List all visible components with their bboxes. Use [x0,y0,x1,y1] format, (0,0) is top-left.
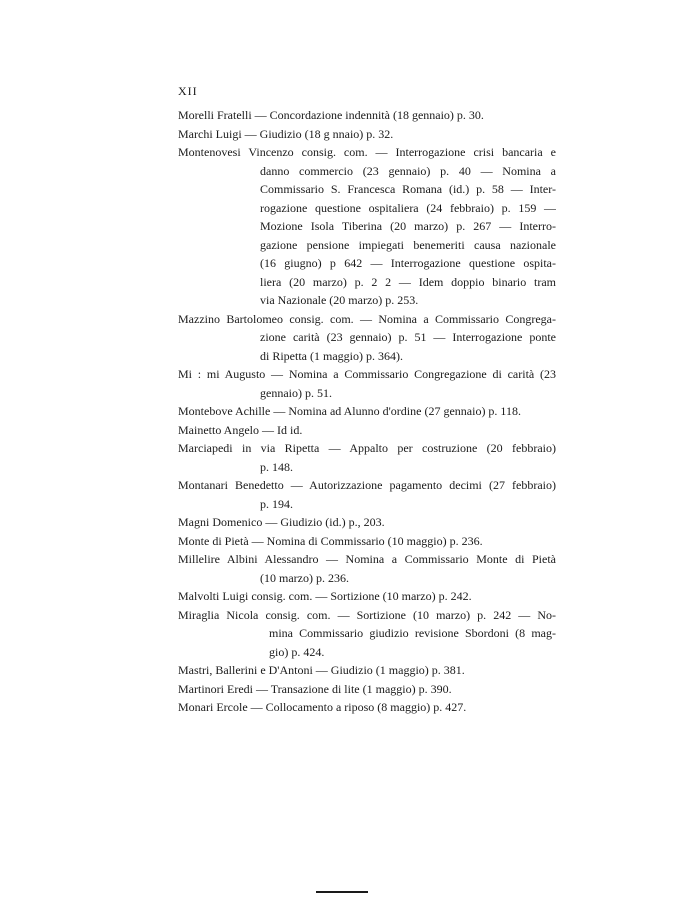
entry-line: p. 148. [260,459,293,474]
index-entry [178,143,556,310]
index-entry [178,125,556,144]
entry-line: gennaio) p. 51. [260,385,332,400]
entry-line: Martinori Eredi — Transazione di lite (1 maggio) p. 390. [178,681,452,696]
entry-line: (10 marzo) p. 236. [260,570,349,585]
entry-line: (16 giugno) p 642 — Interrogazione questione ospita- [260,256,556,270]
entry-line: Montebove Achille — Nomina ad Alunno d'ordine (27 gennaio) p. 118. [178,404,521,418]
entry-line: rogazione questione ospitaliera (24 febbraio) p. 159 — [260,200,556,215]
index-entry [178,587,556,606]
entry-line: Magni Domenico — Giudizio (id.) p., 203. [178,515,385,529]
index-entry [178,550,556,587]
entry-line: Mi : mi Augusto — Nomina a Commissario Congregazione di carità (23 [178,367,556,381]
entry-line: p. 194. [260,496,293,511]
index-entry [178,402,556,421]
entry-line: gio) p. 424. [269,644,325,659]
entry-line: Marciapedi in via Ripetta — Appalto per costruzione (20 febbraio) [178,441,556,455]
page-number: XII [178,84,198,98]
index-entry [178,513,556,532]
entry-line: Mastri, Ballerini e D'Antoni — Giudizio (1 maggio) p. 381. [178,663,465,677]
entry-line: Morelli Fratelli — Concordazione indennità (18 gennaio) p. 30. [178,108,484,122]
index-entry [178,532,556,551]
entry-line: di Ripetta (1 maggio) p. 364). [260,348,403,363]
entry-line: Montenovesi Vincenzo consig. com. — Interrogazione crisi bancaria e [178,145,556,159]
entry-line: Mainetto Angelo — Id id. [178,422,303,437]
entry-line: Monte di Pietà — Nomina di Commissario (10 maggio) p. 236. [178,533,483,548]
index-entry [178,680,556,699]
index-entry [178,606,556,662]
entry-line: Mazzino Bartolomeo consig. com. — Nomina a Commissario Congrega- [178,311,556,326]
index-entry [178,476,556,513]
index-entries [178,106,556,717]
index-entry [178,421,556,440]
entry-line: gazione pensione impiegati benemeriti causa nazionale [260,237,556,252]
entry-line: Marchi Luigi — Giudizio (18 g nnaio) p. 32. [178,126,394,141]
index-entry [178,661,556,680]
entry-line: zione carità (23 gennaio) p. 51 — Interrogazione ponte [260,330,556,344]
index-entry [178,310,556,366]
entry-line: liera (20 marzo) p. 2 2 — Idem doppio binario tram [260,274,556,289]
entry-line: Miraglia Nicola consig. com. — Sortizione (10 marzo) p. 242 — No- [178,607,556,622]
index-entry [178,698,556,717]
index-entry [178,365,556,402]
entry-line: Montanari Benedetto — Autorizzazione pagamento decimi (27 febbraio) [178,478,556,492]
index-entry [178,439,556,476]
entry-line: via Nazionale (20 marzo) p. 253. [260,293,419,307]
entry-line: Malvolti Luigi consig. com. — Sortizione (10 marzo) p. 242. [178,589,472,603]
entry-line: Commissario S. Francesca Romana (id.) p. 58 — Inter- [260,182,556,196]
entry-line: danno commercio (23 gennaio) p. 40 — Nomina a [260,163,556,178]
footer-rule [316,891,368,893]
entry-line: mina Commissario giudizio revisione Sbordoni (8 mag- [269,626,556,640]
entry-line: Monari Ercole — Collocamento a riposo (8 maggio) p. 427. [178,700,467,714]
entry-line: Mozione Isola Tiberina (20 marzo) p. 267 — Interro- [260,219,556,233]
index-entry [178,106,556,125]
entry-line: Millelire Albini Alessandro — Nomina a Commissario Monte di Pietà [178,552,556,566]
